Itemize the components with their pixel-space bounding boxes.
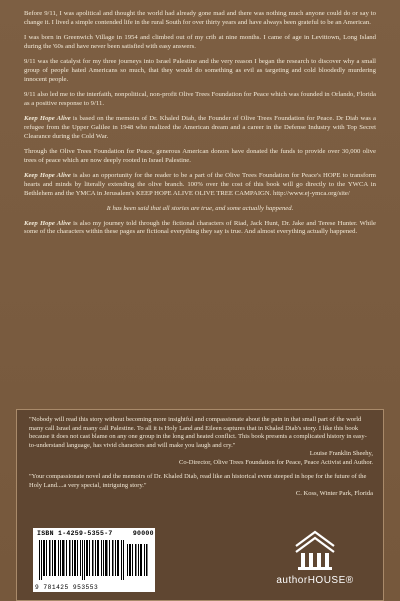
- publisher-name: authorHOUSE®: [276, 575, 354, 586]
- reviewer-role: Co-Director, Olive Trees Foundation for Peace, Peace Activist and Author.: [179, 458, 373, 466]
- paragraph: Through the Olive Trees Foundation for Peace, generous American donors have donated the funds to provide over 30,000 olive trees of peace which are now deeply rooted in Israel Palestine.: [24, 148, 376, 164]
- author-statement: [24, 10, 376, 244]
- reviews-text: [29, 416, 373, 505]
- review-attribution: C. Koss, Winter Park, Florida: [295, 490, 373, 497]
- paragraph: Before 9/11, I was apolitical and thought the world had already gone mad and there was nothing much anyone could do or say to change it. I lived a simple contended life in the rural South for over thirty years and have always been grateful to be an American.: [24, 10, 376, 26]
- reviewer-name: Louise Franklin Sheehy,: [309, 450, 373, 457]
- book-title-inline: Keep Hope Alive: [24, 115, 71, 123]
- paragraph: [24, 115, 376, 141]
- epigraph-text: It has been said that all stories are true, and some actually happened.: [106, 205, 294, 213]
- isbn-label: [37, 530, 154, 537]
- epigraph-quote: [24, 205, 376, 214]
- barcode-bars: [39, 540, 149, 580]
- isbn-number: ISBN 1-4259-5355-7: [37, 530, 113, 537]
- paragraph-text: is also my journey told through the fictional characters of Riad, Jack Hunt, Dr. Jake and Terese Hunter. While some of the characters within these pages are fictional everything they say is true. And almost everything actually happened.: [24, 219, 376, 236]
- paragraph-text: is based on the memoirs of Dr. Khaled Diab, the Founder of Olive Trees Foundation for Peace. Dr Diab was a refugee from the Upper Galilee in 1948 who realized the American dream and a career in the Defense Industry with Top Secret Clearance during the Cold War.: [24, 115, 376, 140]
- paragraph: 9/11 also led me to the interfaith, nonpolitical, non-profit Olive Trees Foundation for Peace which was founded in Orlando, Florida as a positive response to 9/11.: [24, 91, 376, 107]
- paragraph: I was born in Greenwich Village in 1954 and climbed out of my crib at nine months. I came of age in Levittown, Long Island during the '60s and have never been satisfied with easy answers.: [24, 34, 376, 50]
- reviews-panel: [16, 409, 384, 601]
- book-title-inline: Keep Hope Alive: [24, 172, 71, 180]
- paragraph: [24, 172, 376, 198]
- isbn-barcode: [33, 528, 155, 592]
- review-quote: "Your compassionate novel and the memoirs of Dr. Khaled Diab, read like an historical event steeped in hope for the future of the Holy Land....a very special, intriguing story.": [29, 473, 367, 489]
- barcode-digits: 9 781425 953553: [35, 584, 99, 591]
- price-code: 90000: [132, 530, 154, 537]
- review-quote: "Nobody will read this story without becoming more insightful and compassionate about the pain in that small part of the world many call Israel and many call Palestine. To all it is Holy Land and Eileen captures that in Khaled Diab's story. I like this book because it does not cast blame on any one group in the long and heated conflict. This book presents a complicated history in easy-to-understand language, has vivid characters and will make you laugh and cry.": [29, 416, 367, 449]
- paragraph-text: is also an opportunity for the reader to be a part of the Olive Trees Foundation for Peace's HOPE to transform hearts and minds by literally extending the olive branch. 100% over the cost of this book will go directly to the YWCA in Bethlehem and the YMCA in Jerusalem's KEEP HOPE ALIVE OLIVE TREE CAMPAIGN. http://www.ej-ymca.org/site/: [24, 172, 376, 197]
- building-logo-icon: [292, 526, 338, 572]
- review-attribution: [29, 450, 373, 467]
- publisher-logo: [265, 526, 365, 596]
- paragraph: [24, 220, 376, 237]
- book-title-inline: Keep Hope Alive: [24, 219, 71, 227]
- paragraph: 9/11 was the catalyst for my three journeys into Israel Palestine and the very reason I began the research to discover why a small group of people hated Americans so much, that they would do something as evil as targeting and cold bloodedly murdering innocent people.: [24, 58, 376, 83]
